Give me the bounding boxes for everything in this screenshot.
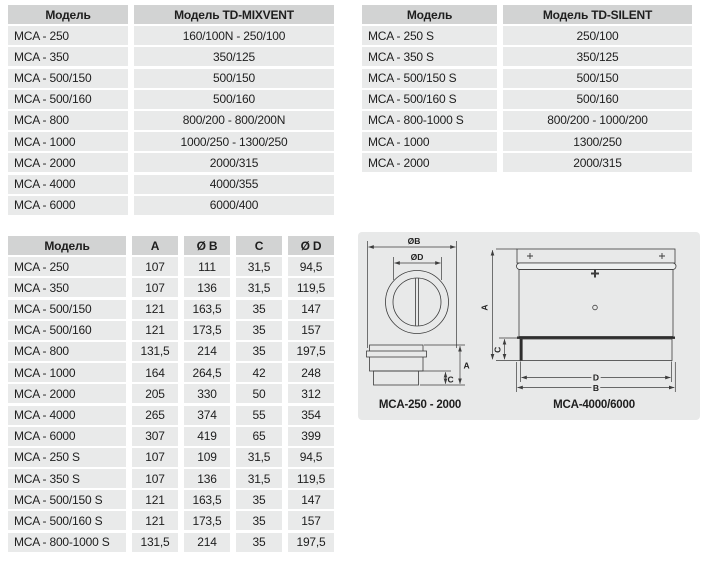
table-cell: 500/150: [134, 69, 334, 88]
table-cell: MCA - 500/150: [8, 69, 128, 88]
table-cell: 94,5: [288, 257, 334, 276]
table-cell: MCA - 800: [8, 342, 126, 361]
technical-drawing: [358, 232, 700, 420]
table-cell: 265: [132, 406, 178, 425]
dimension-drawing-panel: [358, 232, 700, 420]
table-header-cell: C: [236, 236, 282, 255]
table-cell: 35: [236, 321, 282, 340]
table-cell: MCA - 2000: [362, 153, 497, 172]
td-silent-model-table: [362, 5, 692, 172]
table-cell: 500/160: [503, 90, 692, 109]
table-cell: 250/100: [503, 26, 692, 45]
table-cell: MCA - 2000: [8, 153, 128, 172]
table-cell: 2000/315: [503, 153, 692, 172]
table-cell: 2000/315: [134, 153, 334, 172]
table-cell: MCA - 500/160: [8, 321, 126, 340]
table-cell: 800/200 - 800/200N: [134, 111, 334, 130]
table-cell: 350/125: [503, 47, 692, 66]
table-cell: MCA - 500/150 S: [362, 69, 497, 88]
table-cell: 500/150: [503, 69, 692, 88]
table-cell: 173,5: [184, 321, 230, 340]
dim-label-ob: ØB: [407, 236, 421, 246]
table-cell: 42: [236, 363, 282, 382]
table-cell: MCA - 350 S: [362, 47, 497, 66]
table-header-cell: Ø D: [288, 236, 334, 255]
table-cell: 419: [184, 427, 230, 446]
table-cell: MCA - 350 S: [8, 469, 126, 488]
table-cell: 31,5: [236, 257, 282, 276]
table-cell: 1300/250: [503, 132, 692, 151]
table-cell: 205: [132, 384, 178, 403]
table-cell: MCA - 500/160 S: [362, 90, 497, 109]
table-cell: MCA - 500/160 S: [8, 511, 126, 530]
table-cell: 197,5: [288, 533, 334, 552]
table-cell: 109: [184, 448, 230, 467]
table-cell: 160/100N - 250/100: [134, 26, 334, 45]
table-cell: MCA - 250: [8, 26, 128, 45]
table-cell: 163,5: [184, 490, 230, 509]
table-cell: MCA - 500/150: [8, 300, 126, 319]
table-cell: 354: [288, 406, 334, 425]
table-cell: 35: [236, 300, 282, 319]
td-mixvent-model-table: [8, 5, 334, 215]
table-cell: MCA - 250 S: [362, 26, 497, 45]
caption-mca-250-2000: MCA-250 - 2000: [378, 399, 462, 411]
table-cell: MCA - 6000: [8, 196, 128, 215]
table-cell: 35: [236, 511, 282, 530]
table-cell: MCA - 800-1000 S: [362, 111, 497, 130]
table-cell: 312: [288, 384, 334, 403]
dim-label-od: ØD: [410, 252, 424, 262]
table-cell: 350/125: [134, 47, 334, 66]
table-cell: 157: [288, 321, 334, 340]
table-cell: 4000/355: [134, 175, 334, 194]
table-cell: MCA - 500/150 S: [8, 490, 126, 509]
table-cell: 107: [132, 469, 178, 488]
table-cell: 31,5: [236, 448, 282, 467]
table-cell: 65: [236, 427, 282, 446]
table-cell: 119,5: [288, 278, 334, 297]
dim-label-b: B: [592, 382, 600, 393]
table-cell: MCA - 250 S: [8, 448, 126, 467]
table-cell: 119,5: [288, 469, 334, 488]
table-cell: 107: [132, 257, 178, 276]
table-cell: 31,5: [236, 469, 282, 488]
table-header-cell: A: [132, 236, 178, 255]
table-cell: MCA - 500/160: [8, 90, 128, 109]
table-cell: 1000/250 - 1300/250: [134, 132, 334, 151]
table-cell: MCA - 6000: [8, 427, 126, 446]
table-cell: 121: [132, 321, 178, 340]
table-cell: 111: [184, 257, 230, 276]
table-cell: MCA - 1000: [362, 132, 497, 151]
table-header-cell: Модель: [8, 5, 128, 24]
table-cell: 214: [184, 342, 230, 361]
table-cell: 121: [132, 300, 178, 319]
table-cell: MCA - 4000: [8, 406, 126, 425]
box-damper-front-view: [493, 249, 677, 392]
table-header-cell: Модель TD-SILENT: [503, 5, 692, 24]
table-cell: MCA - 2000: [8, 384, 126, 403]
table-cell: 330: [184, 384, 230, 403]
table-cell: MCA - 250: [8, 257, 126, 276]
dim-label-c-left: C: [447, 374, 454, 385]
table-cell: 131,5: [132, 342, 178, 361]
table-cell: 94,5: [288, 448, 334, 467]
table-cell: 197,5: [288, 342, 334, 361]
dim-label-a-left: A: [463, 360, 470, 371]
dim-label-c-right: C: [492, 346, 503, 353]
table-cell: 35: [236, 533, 282, 552]
table-header-cell: Ø B: [184, 236, 230, 255]
table-cell: 121: [132, 490, 178, 509]
table-cell: 147: [288, 490, 334, 509]
table-header-cell: Модель TD-MIXVENT: [134, 5, 334, 24]
table-header-cell: Модель: [8, 236, 126, 255]
table-cell: 136: [184, 278, 230, 297]
table-cell: 107: [132, 448, 178, 467]
table-cell: 107: [132, 278, 178, 297]
table-cell: 163,5: [184, 300, 230, 319]
dimensions-table: [8, 236, 334, 552]
table-cell: 307: [132, 427, 178, 446]
table-cell: MCA - 350: [8, 278, 126, 297]
table-header-cell: Модель: [362, 5, 497, 24]
table-cell: 248: [288, 363, 334, 382]
table-cell: 6000/400: [134, 196, 334, 215]
table-cell: 264,5: [184, 363, 230, 382]
table-cell: 147: [288, 300, 334, 319]
table-cell: 500/160: [134, 90, 334, 109]
table-cell: MCA - 1000: [8, 132, 128, 151]
table-cell: 31,5: [236, 278, 282, 297]
table-cell: 55: [236, 406, 282, 425]
caption-mca-4000-6000: MCA-4000/6000: [553, 399, 635, 411]
table-cell: 35: [236, 490, 282, 509]
table-cell: 35: [236, 342, 282, 361]
dim-label-d: D: [592, 372, 600, 383]
table-cell: 157: [288, 511, 334, 530]
table-cell: 50: [236, 384, 282, 403]
table-cell: 399: [288, 427, 334, 446]
table-cell: MCA - 800: [8, 111, 128, 130]
table-cell: 374: [184, 406, 230, 425]
table-cell: MCA - 1000: [8, 363, 126, 382]
dim-label-a-right: A: [479, 304, 490, 311]
table-cell: 136: [184, 469, 230, 488]
table-cell: MCA - 350: [8, 47, 128, 66]
table-cell: 121: [132, 511, 178, 530]
table-cell: MCA - 800-1000 S: [8, 533, 126, 552]
table-cell: 131,5: [132, 533, 178, 552]
table-cell: 164: [132, 363, 178, 382]
table-cell: 800/200 - 1000/200: [503, 111, 692, 130]
table-cell: 214: [184, 533, 230, 552]
table-cell: MCA - 4000: [8, 175, 128, 194]
table-cell: 173,5: [184, 511, 230, 530]
